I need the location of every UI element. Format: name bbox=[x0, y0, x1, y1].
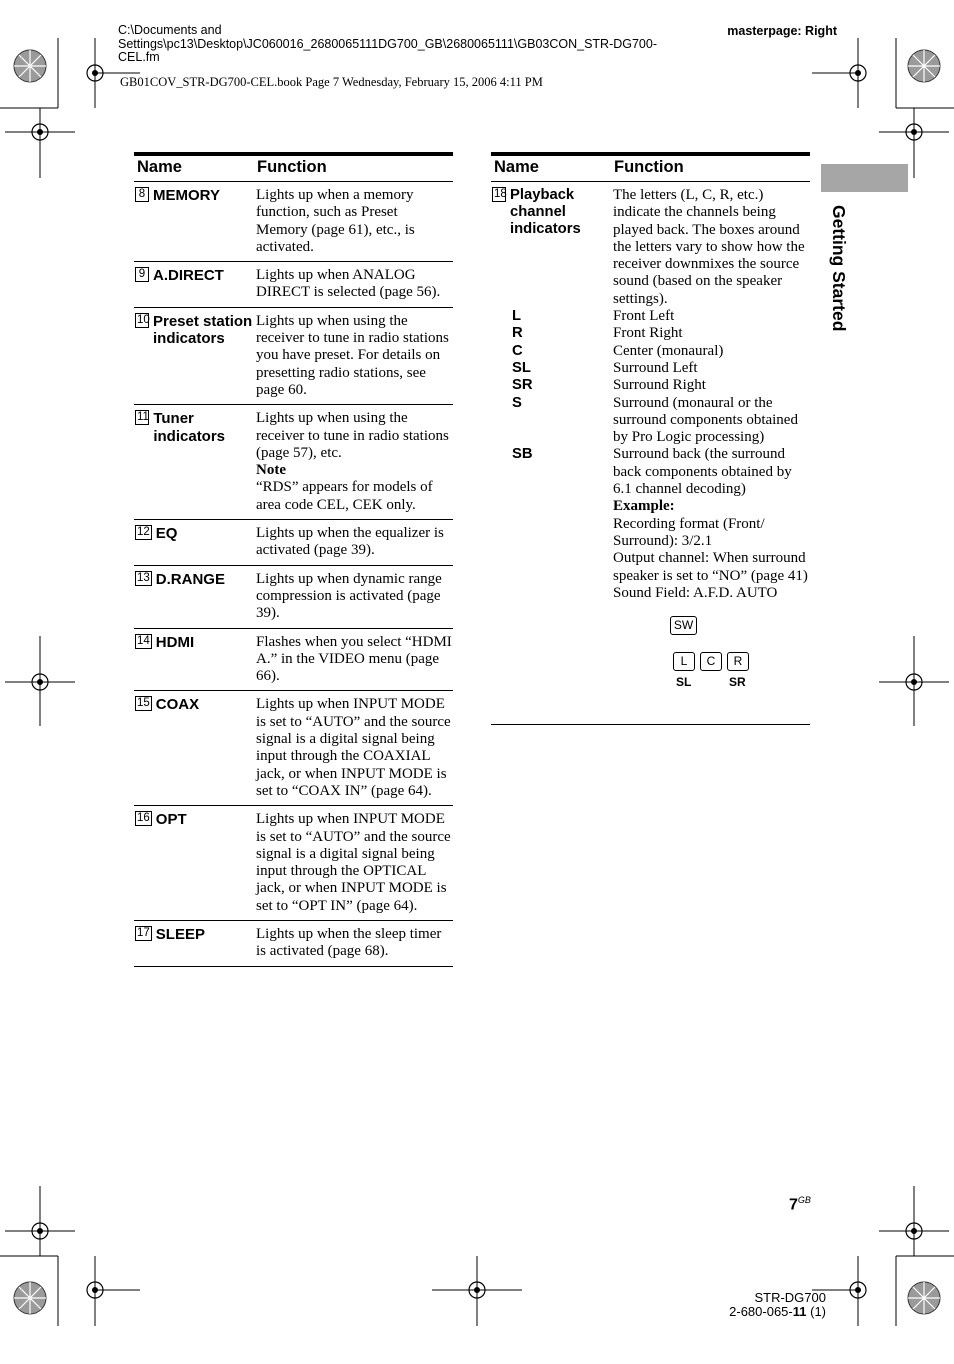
item-number: 12 bbox=[137, 526, 150, 539]
item-name: EQ bbox=[155, 525, 178, 543]
function-cell bbox=[254, 262, 453, 308]
section-title: Getting Started bbox=[829, 205, 849, 332]
channel-desc: Surround Left bbox=[613, 359, 698, 376]
sl-indicator: SL bbox=[676, 675, 692, 690]
channel-item bbox=[491, 377, 810, 394]
item-number: 17 bbox=[137, 926, 150, 939]
function-cell bbox=[254, 691, 453, 806]
name-cell bbox=[134, 182, 254, 262]
function-cell bbox=[254, 565, 453, 628]
table-row bbox=[134, 806, 453, 921]
item-description: Flashes when you select “HDMI A.” in the VIDEO menu (page 66). bbox=[256, 633, 452, 685]
channel-display bbox=[491, 616, 810, 710]
channel-desc: Surround back (the surround back components obtained by 6.1 channel decoding) bbox=[613, 446, 792, 498]
c-indicator: C bbox=[700, 652, 722, 671]
note-text: “RDS” appears for models of area code CEL, CEK only. bbox=[256, 479, 433, 513]
item-description: Lights up when INPUT MODE is set to “AUTO” and the source signal is a digital signal being input through the COAXIAL jack, or when INPUT MODE is set to “COAX IN” (page 64). bbox=[256, 696, 451, 799]
item-description: Lights up when INPUT MODE is set to “AUTO” and the source signal is a digital signal being input through the OPTICAL jack, or when INPUT MODE is set to “OPT IN” (page 64). bbox=[256, 811, 451, 914]
channel-item bbox=[491, 395, 810, 447]
channel-label: SR bbox=[512, 377, 533, 394]
column-header-name: Name bbox=[134, 154, 254, 182]
page-number bbox=[789, 1195, 811, 1214]
masterpage-label: masterpage: Right bbox=[727, 24, 837, 38]
table-row bbox=[134, 565, 453, 628]
name-cell bbox=[134, 920, 254, 966]
channel-item bbox=[491, 325, 810, 342]
example-line: Recording format (Front/ Surround): 3/2.1 bbox=[613, 515, 765, 549]
column-header-function: Function bbox=[611, 154, 810, 182]
left-function-table bbox=[134, 152, 453, 967]
book-info: GB01COV_STR-DG700-CEL.book Page 7 Wednesday, February 15, 2006 4:11 PM bbox=[120, 75, 543, 89]
name-cell bbox=[134, 405, 254, 520]
item-name: D.RANGE bbox=[155, 570, 225, 588]
note-label: Note bbox=[256, 462, 286, 479]
item-name: Tuner indicators bbox=[153, 410, 226, 445]
item-name: A.DIRECT bbox=[153, 267, 224, 285]
table-row bbox=[134, 307, 453, 404]
channel-desc: Front Left bbox=[613, 308, 675, 325]
channel-label: R bbox=[512, 325, 523, 342]
sr-indicator: SR bbox=[729, 675, 746, 690]
function-cell bbox=[254, 307, 453, 404]
example-label: Example: bbox=[613, 498, 675, 515]
channel-desc: Center (monaural) bbox=[613, 342, 724, 359]
table-row bbox=[134, 691, 453, 806]
section-tab bbox=[821, 164, 908, 192]
function-cell bbox=[254, 920, 453, 966]
table-row bbox=[134, 520, 453, 566]
item-name: COAX bbox=[155, 696, 200, 714]
channel-item bbox=[491, 360, 810, 377]
column-header-function: Function bbox=[254, 154, 453, 182]
function-cell bbox=[254, 182, 453, 262]
column-header-name: Name bbox=[491, 154, 611, 182]
function-cell bbox=[254, 405, 453, 520]
item-number: 10 bbox=[137, 313, 150, 326]
name-cell bbox=[134, 691, 254, 806]
item-name: OPT bbox=[155, 811, 187, 829]
l-indicator: L bbox=[673, 652, 695, 671]
table-row-playback-channel bbox=[491, 182, 810, 725]
channel-list bbox=[491, 308, 810, 498]
example-line: Sound Field: A.F.D. AUTO bbox=[613, 584, 778, 601]
item-description: Lights up when using the receiver to tune in radio stations (page 57), etc. bbox=[256, 410, 449, 461]
item-number: 14 bbox=[137, 634, 150, 647]
channel-item bbox=[491, 343, 810, 360]
r-indicator: R bbox=[727, 652, 749, 671]
channel-label: C bbox=[512, 342, 523, 359]
name-cell bbox=[134, 520, 254, 566]
name-cell bbox=[134, 307, 254, 404]
footer-model: STR-DG700 bbox=[754, 1290, 826, 1305]
right-function-table bbox=[491, 152, 810, 725]
function-cell bbox=[254, 628, 453, 691]
channel-desc: Surround Right bbox=[613, 377, 706, 394]
left-table-body bbox=[134, 182, 453, 967]
item-number: 11 bbox=[137, 411, 149, 424]
name-cell bbox=[134, 628, 254, 691]
item-description: Lights up when using the receiver to tune in radio stations you have preset. For details on presetting radio stations, see page 60. bbox=[256, 312, 449, 398]
item-number: 8 bbox=[135, 187, 149, 202]
item-number: 16 bbox=[137, 812, 150, 825]
item-name: HDMI bbox=[155, 633, 195, 651]
page-number-value: 7 bbox=[789, 1196, 798, 1214]
channel-desc: Front Right bbox=[613, 325, 683, 342]
name-cell bbox=[134, 262, 254, 308]
item-name: Preset station indicators bbox=[153, 312, 253, 348]
table-row bbox=[134, 182, 453, 262]
channel-item bbox=[491, 446, 810, 498]
item-name: MEMORY bbox=[153, 187, 220, 204]
item-description: Lights up when ANALOG DIRECT is selected (page 56). bbox=[256, 267, 441, 301]
function-cell bbox=[254, 520, 453, 566]
footer-code: 2-680-065-11 (1) bbox=[729, 1304, 826, 1319]
name-cell bbox=[134, 806, 254, 921]
table-row bbox=[134, 262, 453, 308]
channel-label: L bbox=[512, 308, 522, 325]
example-lines bbox=[613, 516, 810, 602]
channel-item bbox=[491, 308, 810, 325]
channel-desc: Surround (monaural or the surround components obtained by Pro Logic processing) bbox=[613, 394, 798, 446]
item-number: 9 bbox=[135, 267, 149, 282]
item-number: 18 bbox=[494, 188, 507, 200]
item-description: Lights up when the equalizer is activated (page 39). bbox=[256, 525, 444, 559]
item-name: SLEEP bbox=[155, 925, 205, 943]
table-row bbox=[134, 405, 453, 520]
function-cell bbox=[254, 806, 453, 921]
item-description: Lights up when dynamic range compression is activated (page 39). bbox=[256, 570, 442, 622]
item-description: The letters (L, C, R, etc.) indicate the channels being played back. The boxes around the letters vary to show how the receiver downmixes the source sound (based on the speaker settings). bbox=[613, 187, 805, 307]
item-description: Lights up when the sleep timer is activated (page 68). bbox=[256, 925, 442, 960]
item-number: 15 bbox=[137, 697, 150, 710]
footer bbox=[729, 1291, 826, 1319]
name-cell bbox=[134, 565, 254, 628]
item-description: Lights up when a memory function, such as Preset Memory (page 61), etc., is activated. bbox=[256, 187, 415, 255]
channel-label: SL bbox=[512, 359, 531, 376]
item-number: 13 bbox=[137, 571, 150, 584]
file-path: C:\Documents and Settings\pc13\Desktop\JC060016_2680065111DG700_GB\2680065111\GB03CON_STR-DG700-CEL.fm bbox=[118, 23, 658, 64]
page-suffix: GB bbox=[797, 1195, 811, 1205]
table-row bbox=[134, 628, 453, 691]
example-line: Output channel: When surround speaker is set to “NO” (page 41) bbox=[613, 550, 808, 584]
channel-label: SB bbox=[512, 446, 533, 463]
sw-indicator: SW bbox=[670, 616, 697, 635]
table-row bbox=[134, 920, 453, 966]
item-name: Playback channel indicators bbox=[510, 187, 581, 238]
channel-label: S bbox=[512, 394, 522, 411]
